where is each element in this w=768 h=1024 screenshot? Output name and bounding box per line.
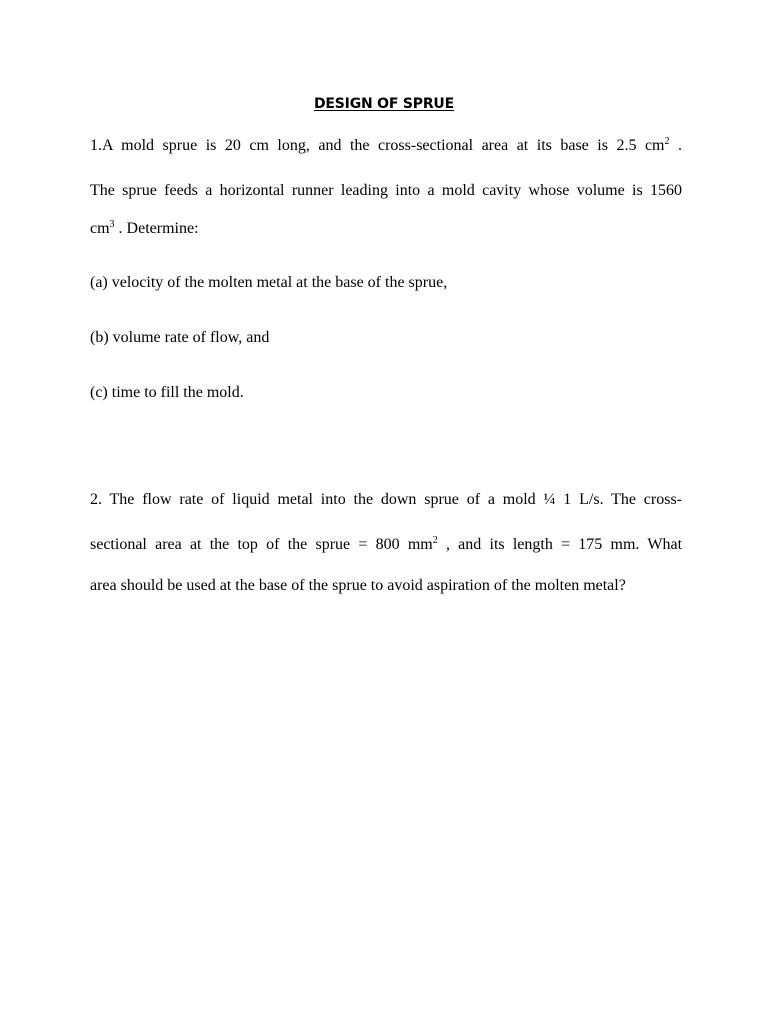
q1-line-1-text: 1.A mold sprue is 20 cm long, and the cross-sectional area at its base is 2.5 cm [90, 137, 665, 154]
q1-volume-superscript: 3 [109, 219, 115, 230]
q2-line-3: area should be used at the base of the sprue to avoid aspiration of the molten metal? [90, 577, 626, 594]
page-title: DESIGN OF SPRUE [314, 96, 454, 112]
q2-line-1: 2. The flow rate of liquid metal into the down sprue of a mold ¼ 1 L/s. The cross- [90, 491, 682, 508]
q1-volume-unit: cm [90, 220, 110, 237]
q1-line-1 [90, 136, 682, 156]
q2-line-2-text: sectional area at the top of the sprue = 800 mm [90, 536, 433, 553]
q1-area-superscript: 2 [664, 136, 670, 147]
q1-line-3 [90, 219, 682, 239]
q1-line-2: The sprue feeds a horizontal runner leading into a mold cavity whose volume is 1560 [90, 182, 682, 199]
q1-part-a: (a) velocity of the molten metal at the base of the sprue, [90, 274, 448, 291]
q2-line-2-end: , and its length = 175 mm. What [437, 536, 683, 553]
q1-line-3-text: . Determine: [114, 220, 199, 237]
q1-part-b: (b) volume rate of flow, and [90, 329, 270, 346]
q1-line-1-end: . [669, 137, 682, 154]
q2-area-superscript: 2 [432, 535, 438, 546]
q2-line-2 [90, 535, 682, 555]
q1-part-c: (c) time to fill the mold. [90, 384, 244, 401]
